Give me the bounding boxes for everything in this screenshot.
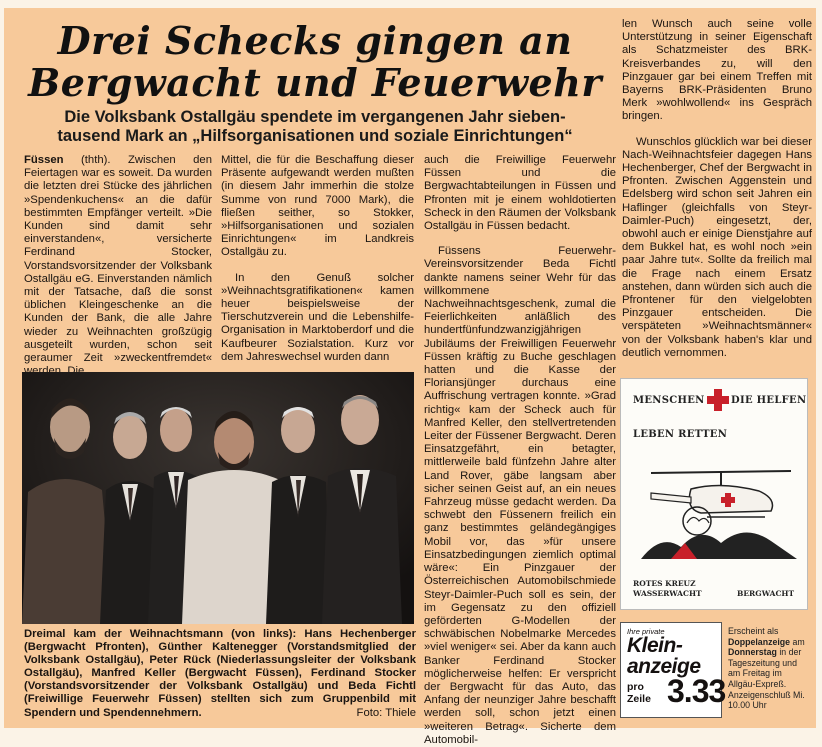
article-column-4 — [622, 18, 812, 368]
group-photo-illustration — [22, 372, 414, 624]
subheadline — [20, 108, 610, 146]
ad-rotes-kreuz: ROTES KREUZ — [633, 579, 696, 588]
info-bold: Donnerstag — [728, 647, 777, 658]
per-line-label — [627, 681, 651, 705]
ad-wasserwacht: WASSERWACHT — [633, 589, 702, 598]
red-cross-icon — [707, 389, 729, 411]
article-paragraph: Wunschlos glücklich war bei dieser Nach-Weihnachtsfeier dagegen Hans Hechenberger, Chef der Bergwacht in Pfronten. Zwischen Aggenstein und Edelsberg wird schon seit Jahren ein Haflinger (gleichfalls von Steyr-Daimler-Puch) eingesetzt, der, obwohl auch er einige Dienstjahre auf dem Bukkel hat, es wohl noch »ein paar Jahre tut«. Sollte da freilich mal die Frage nach einem Ersatz anstehen, dann würden sich auch die Pfrontener für den vielgelobten Pinzgauer entscheiden. Die verspäteten »Weihnachtsmänner« von der Volksbank haben's klar und deutlich vernommen. — [622, 135, 812, 359]
article-paragraph: auch die Freiwillige Feuerwehr Füssen und die Bergwachtabteilungen in Füssen und Pfronten mit je einem wohldotierten Scheck in den Räumen der Volksbank Ostallgäu in Füssen bedacht. — [424, 154, 616, 233]
article-paragraph: len Wunsch auch seine volle Unterstützung in seiner Eigenschaft als Schatzmeister des BRK-Kreisverbandes zu, will den Pinzgauer gar bei einem Treffen mit Bayerns BRK-Präsidenten Bruno Merk »wohlwollend« ins Gespräch bringen. — [622, 18, 812, 123]
headline-line-2: Bergwacht und Feuerwehr — [28, 60, 602, 105]
caption-text: Dreimal kam der Weihnachtsmann (von links): Hans Hechenberger (Bergwacht Pfronten), Günther Kaltenegger (Vorstandsmitglied der Volksbank Ostallgäu), Peter Rück (Niederlassungsleiter der Volksbank Ostallgäu), Manfred Keller (Bergwacht Füssen), Ferdinand Stocker (Vorstandsvorsitzender der Volksbank Ostallgäu) und Beda Fichtl (Freiwillige Feuerwehr Füssen) stellten sich zum Gruppenbild mit Spendern und Spendennehmern. — [24, 628, 416, 719]
article-paragraph: Mittel, die für die Beschaffung dieser Präsente aufgewandt werden mußten (in diesem Jahr immerhin die stolze Summe von rund 7000 Mark), die fließen seither, so Stokker, »Hilfsorganisationen und sozialen Einrichtungen« im Landkreis Ostallgäu zu. — [221, 154, 414, 259]
kleinanzeige-title — [627, 635, 701, 677]
headline-line-1: Drei Schecks gingen an — [57, 18, 573, 63]
ad-slogan-2: LEBEN RETTEN — [633, 429, 728, 440]
article-column-3 — [424, 154, 616, 746]
zeile-word: Zeile — [627, 693, 651, 705]
article-column-1 — [24, 154, 212, 369]
photo-caption — [24, 628, 416, 720]
kleinanzeige-advert — [620, 622, 810, 720]
ihre-private-label: Ihre private — [627, 627, 665, 636]
article-paragraph: In den Genuß solcher »Weihnachtsgratifikationen« kamen heuer beispielsweise der Tierschutzverein und die Lebenshilfe-Organisation in Marktoberdorf und die Kaufbeurer Sozialstation. Kurz vor dem Jahreswechsel wurden dann — [221, 271, 414, 363]
pro-word: pro — [627, 681, 644, 693]
subheadline-line-2: tausend Mark an „Hilfsorganisationen und soziale Einrichtungen“ — [57, 127, 573, 145]
anzeige-word: anzeige — [627, 655, 701, 678]
klein-word: Klein- — [627, 634, 683, 657]
dateline: Füssen — [24, 154, 64, 166]
rescue-helicopter-icon — [641, 463, 797, 563]
red-cross-advert — [620, 378, 808, 610]
subheadline-line-1: Die Volksbank Ostallgäu spendete im vergangenen Jahr sieben- — [64, 108, 566, 126]
price-value: 3.33 — [667, 673, 726, 709]
kleinanzeige-box — [620, 622, 726, 718]
kleinanzeige-info — [728, 626, 810, 711]
ad-slogan-1: MENSCHEN — [633, 395, 705, 406]
info-bold: Doppelanzeige — [728, 636, 791, 647]
photo-credit: Foto: Thiele — [356, 706, 416, 719]
article-paragraph: Füssens Feuerwehr-Vereinsvorsitzender Beda Fichtl dankte namens seiner Wehr für das willkommene Nachweihnachtsgeschenk, zumal die Feierlichkeiten anläßlich des hundertfünfundzwanzigjährigen Jubiläums der Freiwilligen Feuerwehr Füssen kräftig zu Buche geschlagen hatten und die Kasse der Floriansjünger durchaus eine Auffrischung vertragen konnte. »Grad richtig« kam der Scheck auch für Manfred Keller, den stellvertretenden Leiter der Füssener Bergwacht. Deren Einsatzgefährt, ein betagter, mittlerweile bald fünfzehn Jahre alter Land Rover, gäbe langsam aber sicher seinen Geist auf, an ein neues Fahrzeug müsse gedacht werden. Da schwebt den Füssenern freilich ein ganz bestimmtes geländegängiges Mobil vor, das »für unsere Einsatzbedingungen ziemlich optimal wäre«: Ein Pinzgauer der Österreichischen Automobilschmiede Steyr-Daimler-Puch soll es sein, der im Gegensatz zu den offiziell geförderten G-Modellen der schwäbischen Nobelmarke Mercedes »viel weniger« sei. Aber da kann auch Banker Ferdinand Stocker möglicherweise helfen: Er verspricht der Bergwacht für das Auto, das Anfang der neunziger Jahre beschafft werden soll, schon jetzt einen »weiteren Betrag«. Sicherte dem Automobil- — [424, 245, 616, 746]
ad-bergwacht: BERGWACHT — [737, 589, 795, 598]
ad-slogan-1b: DIE HELFEN — [731, 395, 807, 406]
headline — [20, 20, 610, 104]
group-photo — [22, 372, 414, 624]
info-text: in der Tageszeitung und am Freitag im Allgäu-Expreß. Anzeigenschluß Mi. 10.00 Uhr — [728, 647, 805, 711]
info-text: am — [792, 636, 805, 647]
info-text: Erscheint als — [728, 626, 779, 636]
paragraph-text: (thth). Zwischen den Feiertagen war es soweit. Da wurden die letzten drei Stücke des jährlichen »Spendenkuchens« an die dafür bestimmten Empfänger verteilt. »Die Kunden sind damit sehr einverstanden«, versicherte Ferdinand Stocker, Vorstandsvorsitzender der Volksbank Ostallgäu eG. Einverstanden nämlich mit der Tatsache, daß die sonst üblichen Kleingeschenke an die Kunden der Bank, die alle Jahre wieder zu Weihnachten großzügig ausgeteilt wurden, schon seit geraumer Zeit »zweckentfremdet« — [24, 154, 212, 365]
article-paragraph — [24, 154, 212, 378]
article-column-2 — [221, 154, 414, 369]
